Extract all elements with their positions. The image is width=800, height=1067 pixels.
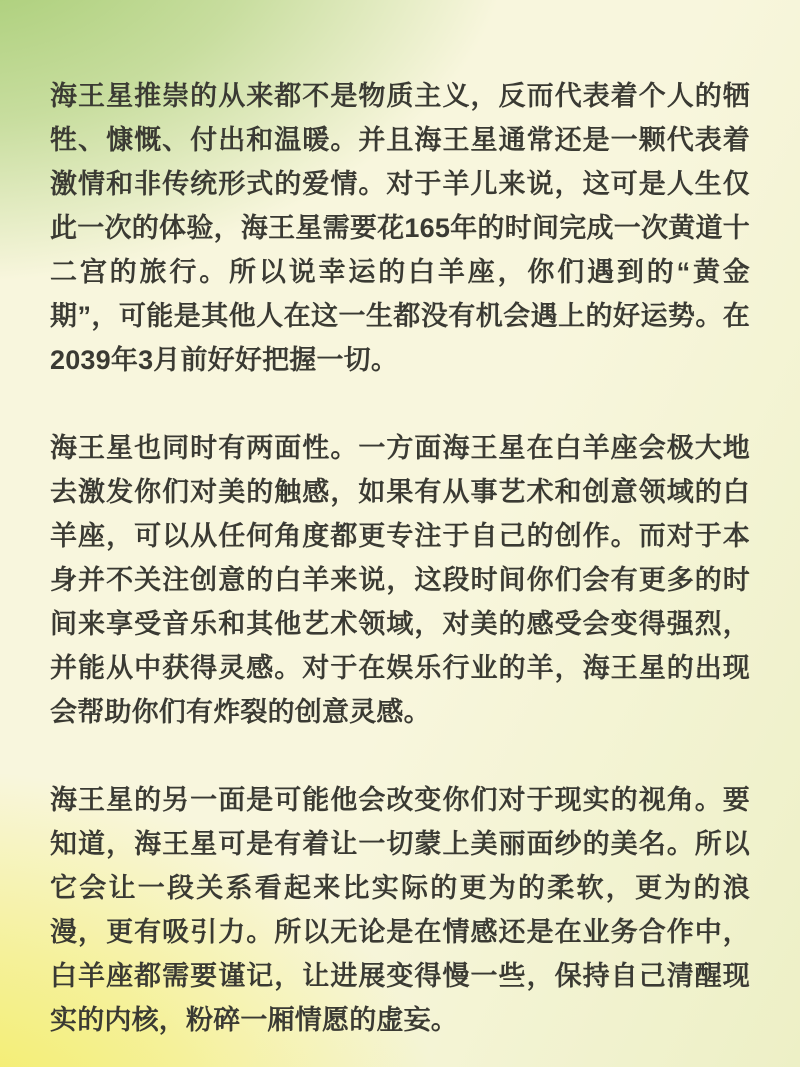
paragraph-neptune-caution: 海王星的另一面是可能他会改变你们对于现实的视角。要知道，海王星可是有着让一切蒙上美丽面纱的美名。所以它会让一段关系看起来比实际的更为的柔软，更为的浪漫，更有吸引力。所以无论是在情感还是在业务合作中，白羊座都需要谨记，让进展变得慢一些，保持自己清醒现实的内核，粉碎一厢情愿的虚妄。 — [50, 785, 750, 1035]
paragraph-neptune-golden-era: 海王星推崇的从来都不是物质主义，反而代表着个人的牺牲、慷慨、付出和温暖。并且海王星通常还是一颗代表着激情和非传统形式的爱情。对于羊儿来说，这可是人生仅此一次的体验，海王星需要花165年的时间完成一次黄道十二宫的旅行。所以说幸运的白羊座，你们遇到的“黄金期”，可能是其他人在这一生都没有机会遇上的好运势。在2039年3月前好好把握一切。 — [50, 81, 750, 375]
paragraph-neptune-creativity: 海王星也同时有两面性。一方面海王星在白羊座会极大地去激发你们对美的触感，如果有从事艺术和创意领域的白羊座，可以从任何角度都更专注于自己的创作。而对于本身并不关注创意的白羊来说，这段时间你们会有更多的时间来享受音乐和其他艺术领域，对美的感受会变得强烈，并能从中获得灵感。对于在娱乐行业的羊，海王星的出现会帮助你们有炸裂的创意灵感。 — [50, 433, 750, 727]
